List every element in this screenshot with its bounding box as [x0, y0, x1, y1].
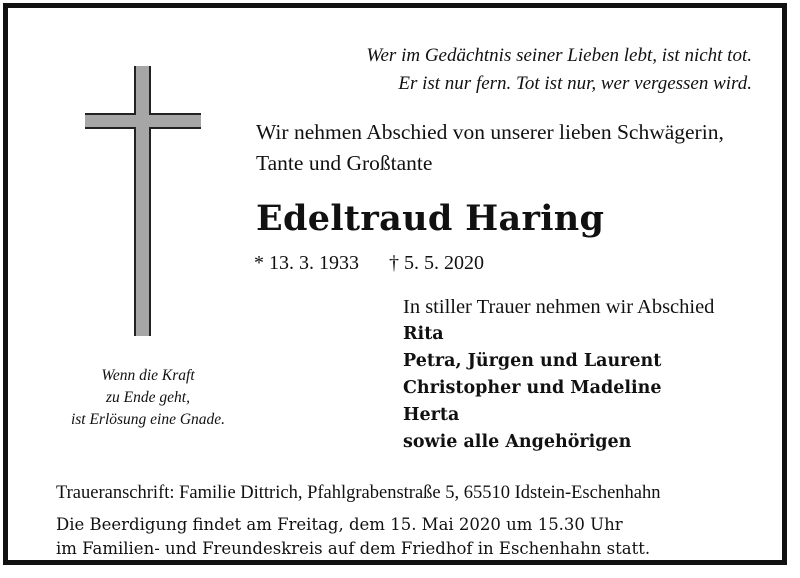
- saying-line-3: ist Erlösung eine Gnade.: [70, 411, 226, 428]
- saying-line-2: zu Ende geht,: [106, 389, 190, 406]
- intro-line-1: Wir nehmen Abschied von unserer lieben Schwägerin,: [256, 120, 724, 144]
- cross-icon: [85, 66, 201, 336]
- obituary-frame: [3, 3, 787, 565]
- mourners-block: [403, 294, 714, 456]
- intro-line-2: Tante und Großtante: [256, 151, 433, 175]
- mourner-name: Christopher und Madeline: [403, 378, 662, 398]
- life-dates: [254, 249, 484, 277]
- mourner-name: Herta: [403, 405, 460, 425]
- intro-text: [256, 117, 724, 179]
- saying-line-1: Wenn die Kraft: [101, 367, 195, 384]
- comfort-saying: [53, 365, 243, 431]
- mourners-list: [403, 321, 714, 456]
- mourning-address: Traueranschrift: Familie Dittrich, Pfahlgrabenstraße 5, 65510 Idstein-Eschenhahn: [56, 483, 661, 503]
- funeral-line-1: Die Beerdigung findet am Freitag, dem 15. Mai 2020 um 15.30 Uhr: [56, 515, 623, 534]
- quote-line-1: Wer im Gedächtnis seiner Lieben lebt, ist nicht tot.: [366, 45, 752, 66]
- funeral-notice: [56, 513, 650, 561]
- quote-line-2: Er ist nur fern. Tot ist nur, wer vergessen wird.: [398, 73, 752, 94]
- mourner-name: Rita: [403, 324, 444, 344]
- birth-date: * 13. 3. 1933: [254, 252, 359, 274]
- mourners-lead: In stiller Trauer nehmen wir Abschied: [403, 296, 715, 318]
- death-date: † 5. 5. 2020: [389, 252, 484, 274]
- mourner-name: sowie alle Angehörigen: [403, 432, 632, 452]
- deceased-name: Edeltraud Haring: [256, 198, 605, 239]
- mourner-name: Petra, Jürgen und Laurent: [403, 351, 662, 371]
- memorial-quote: [366, 42, 752, 98]
- funeral-line-2: im Familien- und Freundeskreis auf dem Friedhof in Eschenhahn statt.: [56, 539, 651, 558]
